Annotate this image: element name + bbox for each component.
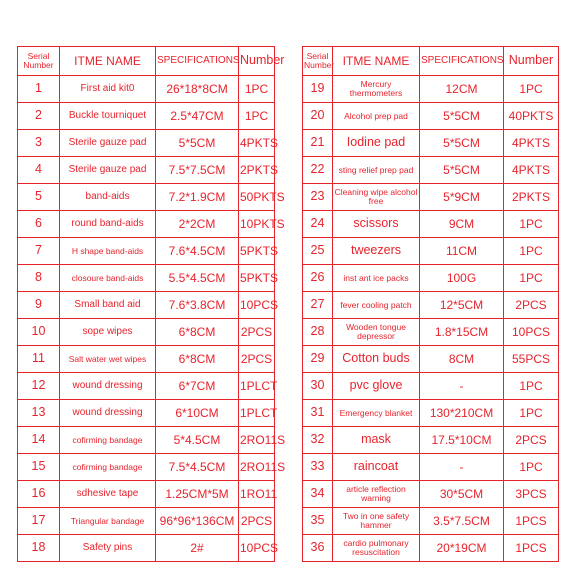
- table-row: [18, 373, 275, 400]
- serial-cell: 3: [18, 130, 60, 157]
- table-row: [18, 508, 275, 535]
- table-row: [18, 292, 275, 319]
- serial-cell: 21: [303, 130, 333, 157]
- spec-cell: 5*9CM: [420, 184, 504, 211]
- number-cell: 1PC: [504, 400, 559, 427]
- item-name-cell: sting relief prep pad: [333, 157, 420, 184]
- serial-cell: 27: [303, 292, 333, 319]
- spec-cell: 7.6*4.5CM: [156, 238, 239, 265]
- spec-cell: 2.5*47CM: [156, 103, 239, 130]
- serial-cell: 17: [18, 508, 60, 535]
- number-cell: 2PCS: [504, 292, 559, 319]
- spec-cell: 7.5*4.5CM: [156, 454, 239, 481]
- spec-cell: 20*19CM: [420, 535, 504, 562]
- table-row: [18, 103, 275, 130]
- serial-cell: 5: [18, 184, 60, 211]
- spec-cell: 5*5CM: [420, 103, 504, 130]
- table-row: [303, 508, 559, 535]
- number-cell: 1RO11: [239, 481, 275, 508]
- item-name-cell: Safety pins: [60, 535, 156, 562]
- table-row: [18, 184, 275, 211]
- spec-cell: 26*18*8CM: [156, 76, 239, 103]
- number-cell: 1PC: [504, 373, 559, 400]
- spec-cell: 6*8CM: [156, 346, 239, 373]
- table-row: [18, 130, 275, 157]
- spec-cell: 17.5*10CM: [420, 427, 504, 454]
- header-serial: Serial Number: [303, 47, 333, 76]
- spec-cell: 7.5*7.5CM: [156, 157, 239, 184]
- serial-cell: 8: [18, 265, 60, 292]
- table-row: [18, 400, 275, 427]
- number-cell: 10PCS: [239, 535, 275, 562]
- header-item-name: ITME NAME: [60, 47, 156, 76]
- spec-cell: 100G: [420, 265, 504, 292]
- header-item-name: ITME NAME: [333, 47, 420, 76]
- item-name-cell: band-aids: [60, 184, 156, 211]
- table-row: [303, 76, 559, 103]
- serial-cell: 10: [18, 319, 60, 346]
- table-header-row: [18, 47, 275, 76]
- table-row: [303, 211, 559, 238]
- table-row: [18, 454, 275, 481]
- number-cell: 1PCS: [504, 508, 559, 535]
- table-row: [18, 346, 275, 373]
- table-row: [303, 346, 559, 373]
- number-cell: 2PKTS: [239, 157, 275, 184]
- spec-cell: 96*96*136CM: [156, 508, 239, 535]
- item-name-cell: fever cooling patch: [333, 292, 420, 319]
- number-cell: 1PCS: [504, 535, 559, 562]
- item-name-cell: Triangular bandage: [60, 508, 156, 535]
- spec-cell: 130*210CM: [420, 400, 504, 427]
- serial-cell: 33: [303, 454, 333, 481]
- serial-cell: 36: [303, 535, 333, 562]
- item-name-cell: inst ant ice packs: [333, 265, 420, 292]
- item-name-cell: Sterile gauze pad: [60, 157, 156, 184]
- item-name-cell: cardio pulmonary resuscitation: [333, 535, 420, 562]
- number-cell: 10PCS: [239, 292, 275, 319]
- table-header-row: [303, 47, 559, 76]
- number-cell: 1PC: [504, 211, 559, 238]
- table-row: [303, 103, 559, 130]
- item-name-cell: Mercury thermometers: [333, 76, 420, 103]
- item-name-cell: sope wipes: [60, 319, 156, 346]
- items-table-left: [17, 46, 286, 562]
- serial-cell: 30: [303, 373, 333, 400]
- item-name-cell: Iodine pad: [333, 130, 420, 157]
- item-name-cell: closoure band-aids: [60, 265, 156, 292]
- header-serial: Serial Number: [18, 47, 60, 76]
- spec-cell: -: [420, 373, 504, 400]
- number-cell: 10PKTS: [239, 211, 275, 238]
- table-row: [18, 238, 275, 265]
- serial-cell: 20: [303, 103, 333, 130]
- spec-cell: -: [420, 454, 504, 481]
- spec-cell: 12CM: [420, 76, 504, 103]
- number-cell: 40PKTS: [504, 103, 559, 130]
- table-row: [303, 184, 559, 211]
- table-row: [303, 535, 559, 562]
- serial-cell: 9: [18, 292, 60, 319]
- serial-cell: 4: [18, 157, 60, 184]
- spec-cell: 5*4.5CM: [156, 427, 239, 454]
- serial-cell: 2: [18, 103, 60, 130]
- serial-cell: 25: [303, 238, 333, 265]
- table-row: [303, 481, 559, 508]
- item-name-cell: article reflection warning: [333, 481, 420, 508]
- number-cell: 10PCS: [504, 319, 559, 346]
- number-cell: 55PCS: [504, 346, 559, 373]
- number-cell: 1PLCT: [239, 400, 275, 427]
- number-cell: 1PC: [504, 76, 559, 103]
- table-row: [303, 373, 559, 400]
- serial-cell: 15: [18, 454, 60, 481]
- spec-cell: 5.5*4.5CM: [156, 265, 239, 292]
- number-cell: 1PC: [239, 103, 275, 130]
- spec-cell: 6*7CM: [156, 373, 239, 400]
- number-cell: 4PKTS: [504, 130, 559, 157]
- serial-cell: 23: [303, 184, 333, 211]
- items-table-right: [302, 46, 559, 562]
- header-number: Number: [504, 47, 559, 76]
- number-cell: 2RO11S: [239, 454, 275, 481]
- table-row: [18, 535, 275, 562]
- item-name-cell: Sterile gauze pad: [60, 130, 156, 157]
- spec-cell: 2#: [156, 535, 239, 562]
- serial-cell: 31: [303, 400, 333, 427]
- spec-cell: 6*10CM: [156, 400, 239, 427]
- number-cell: 1PC: [504, 454, 559, 481]
- serial-cell: 32: [303, 427, 333, 454]
- spec-cell: 3.5*7.5CM: [420, 508, 504, 535]
- table-row: [18, 427, 275, 454]
- item-name-cell: Buckle tourniquet: [60, 103, 156, 130]
- spec-cell: 7.6*3.8CM: [156, 292, 239, 319]
- table-row: [303, 427, 559, 454]
- serial-cell: 14: [18, 427, 60, 454]
- serial-cell: 29: [303, 346, 333, 373]
- number-cell: 1PC: [239, 76, 275, 103]
- number-cell: 2PCS: [239, 346, 275, 373]
- serial-cell: 24: [303, 211, 333, 238]
- table-row: [18, 211, 275, 238]
- table-row: [18, 481, 275, 508]
- table-row: [303, 292, 559, 319]
- number-cell: 4PKTS: [504, 157, 559, 184]
- number-cell: 2PCS: [239, 508, 275, 535]
- right-table-body: [303, 76, 559, 562]
- spec-cell: 7.2*1.9CM: [156, 184, 239, 211]
- serial-cell: 12: [18, 373, 60, 400]
- spec-cell: 1.25CM*5M: [156, 481, 239, 508]
- serial-cell: 19: [303, 76, 333, 103]
- number-cell: 3PCS: [504, 481, 559, 508]
- item-name-cell: mask: [333, 427, 420, 454]
- serial-cell: 35: [303, 508, 333, 535]
- item-name-cell: Wooden tongue depressor: [333, 319, 420, 346]
- spec-cell: 8CM: [420, 346, 504, 373]
- spec-cell: 5*5CM: [156, 130, 239, 157]
- item-name-cell: H shape band-aids: [60, 238, 156, 265]
- table-row: [18, 76, 275, 103]
- item-name-cell: cofirming bandage: [60, 427, 156, 454]
- serial-cell: 13: [18, 400, 60, 427]
- serial-cell: 34: [303, 481, 333, 508]
- serial-cell: 22: [303, 157, 333, 184]
- table-row: [303, 238, 559, 265]
- serial-cell: 18: [18, 535, 60, 562]
- table-row: [18, 319, 275, 346]
- number-cell: 5PKTS: [239, 265, 275, 292]
- header-number: Number: [239, 47, 275, 76]
- item-name-cell: pvc glove: [333, 373, 420, 400]
- serial-cell: 11: [18, 346, 60, 373]
- spec-cell: 5*5CM: [420, 130, 504, 157]
- table-row: [303, 130, 559, 157]
- serial-cell: 26: [303, 265, 333, 292]
- left-table-body: [18, 76, 286, 562]
- number-cell: 4PKTS: [239, 130, 275, 157]
- item-name-cell: Small band aid: [60, 292, 156, 319]
- item-name-cell: First aid kit0: [60, 76, 156, 103]
- header-specifications: SPECIFICATIONS: [156, 47, 239, 76]
- number-cell: 2PCS: [239, 319, 275, 346]
- serial-cell: 28: [303, 319, 333, 346]
- table-row: [18, 157, 275, 184]
- number-cell: 2PCS: [504, 427, 559, 454]
- number-cell: 1PLCT: [239, 373, 275, 400]
- item-name-cell: sdhesive tape: [60, 481, 156, 508]
- item-name-cell: Alcohol prep pad: [333, 103, 420, 130]
- number-cell: 50PKTS: [239, 184, 275, 211]
- header-specifications: SPECIFICATIONS: [420, 47, 504, 76]
- table-row: [303, 265, 559, 292]
- item-name-cell: tweezers: [333, 238, 420, 265]
- spec-cell: 9CM: [420, 211, 504, 238]
- item-name-cell: Salt water wet wipes: [60, 346, 156, 373]
- number-cell: 2RO11S: [239, 427, 275, 454]
- number-cell: 2PKTS: [504, 184, 559, 211]
- spec-cell: 30*5CM: [420, 481, 504, 508]
- serial-cell: 7: [18, 238, 60, 265]
- item-name-cell: Cotton buds: [333, 346, 420, 373]
- spec-cell: 6*8CM: [156, 319, 239, 346]
- spec-cell: 2*2CM: [156, 211, 239, 238]
- item-name-cell: cofirming bandage: [60, 454, 156, 481]
- table-row: [303, 157, 559, 184]
- item-name-cell: Emergency blanket: [333, 400, 420, 427]
- item-name-cell: Two in one safety hammer: [333, 508, 420, 535]
- number-cell: 1PC: [504, 238, 559, 265]
- table-row: [303, 319, 559, 346]
- item-name-cell: Cleaning wipe alcohol free: [333, 184, 420, 211]
- number-cell: 1PC: [504, 265, 559, 292]
- serial-cell: 16: [18, 481, 60, 508]
- serial-cell: 1: [18, 76, 60, 103]
- table-row: [18, 265, 275, 292]
- item-name-cell: round band-aids: [60, 211, 156, 238]
- spec-cell: 11CM: [420, 238, 504, 265]
- item-name-cell: wound dressing: [60, 373, 156, 400]
- serial-cell: 6: [18, 211, 60, 238]
- spec-cell: 1.8*15CM: [420, 319, 504, 346]
- item-name-cell: wound dressing: [60, 400, 156, 427]
- spec-cell: 5*5CM: [420, 157, 504, 184]
- table-row: [303, 400, 559, 427]
- table-row: [303, 454, 559, 481]
- number-cell: 5PKTS: [239, 238, 275, 265]
- item-name-cell: scissors: [333, 211, 420, 238]
- spec-cell: 12*5CM: [420, 292, 504, 319]
- item-name-cell: raincoat: [333, 454, 420, 481]
